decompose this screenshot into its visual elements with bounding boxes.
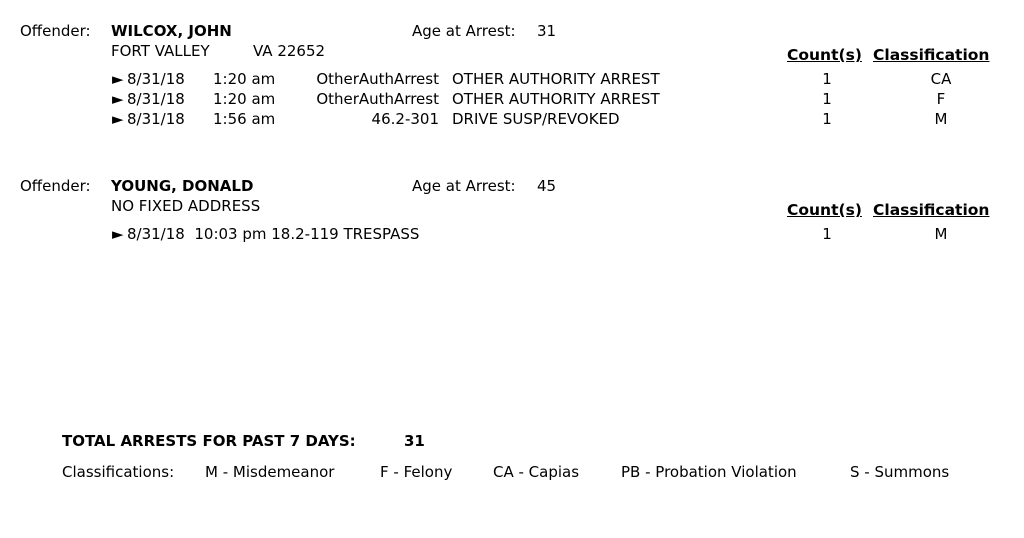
totals-value: 31 — [404, 432, 425, 450]
charge-code: 46.2-301 — [371, 110, 439, 128]
charge-code: OtherAuthArrest — [316, 70, 439, 88]
charge-count: 1 — [822, 70, 832, 88]
charge-classification: M — [934, 225, 948, 243]
charge-count: 1 — [822, 225, 832, 243]
charge-date: 8/31/18 — [127, 90, 185, 108]
offender-name: WILCOX, JOHN — [111, 22, 232, 40]
charge-description: OTHER AUTHORITY ARREST — [452, 70, 660, 88]
age-value: 31 — [537, 22, 557, 40]
classification-header: Classification — [873, 201, 990, 219]
age-label: Age at Arrest: — [412, 177, 516, 195]
charge-description: OTHER AUTHORITY ARREST — [452, 90, 660, 108]
classification-header: Classification — [873, 46, 990, 64]
charge-text: 8/31/18 10:03 pm 18.2-119 TRESPASS — [127, 225, 420, 243]
legend-item: PB - Probation Violation — [621, 463, 797, 481]
arrow-marker-icon: ► — [112, 110, 124, 128]
counts-header: Count(s) — [787, 201, 862, 219]
counts-header: Count(s) — [787, 46, 862, 64]
offender-state-zip: VA 22652 — [253, 42, 326, 60]
charge-count: 1 — [822, 110, 832, 128]
age-label: Age at Arrest: — [412, 22, 516, 40]
legend-item: S - Summons — [850, 463, 950, 481]
charge-classification: M — [934, 110, 948, 128]
charge-description: DRIVE SUSP/REVOKED — [452, 110, 620, 128]
legend-item: CA - Capias — [493, 463, 580, 481]
charge-time: 1:20 am — [213, 90, 276, 108]
offender-address: NO FIXED ADDRESS — [111, 197, 261, 215]
age-value: 45 — [537, 177, 557, 195]
charge-code: OtherAuthArrest — [316, 90, 439, 108]
arrow-marker-icon: ► — [112, 225, 124, 243]
arrow-marker-icon: ► — [112, 90, 124, 108]
charge-time: 1:20 am — [213, 70, 276, 88]
legend-label: Classifications: — [62, 463, 175, 481]
legend-item: M - Misdemeanor — [205, 463, 335, 481]
offender-label: Offender: — [20, 177, 91, 195]
legend-item: F - Felony — [380, 463, 453, 481]
offender-name: YOUNG, DONALD — [111, 177, 254, 195]
arrow-marker-icon: ► — [112, 70, 124, 88]
charge-date: 8/31/18 — [127, 70, 185, 88]
charge-date: 8/31/18 — [127, 110, 185, 128]
charge-time: 1:56 am — [213, 110, 276, 128]
totals-label: TOTAL ARRESTS FOR PAST 7 DAYS: — [62, 432, 356, 450]
charge-classification: CA — [930, 70, 952, 88]
offender-city: FORT VALLEY — [111, 42, 210, 60]
charge-classification: F — [936, 90, 946, 108]
offender-label: Offender: — [20, 22, 91, 40]
charge-count: 1 — [822, 90, 832, 108]
